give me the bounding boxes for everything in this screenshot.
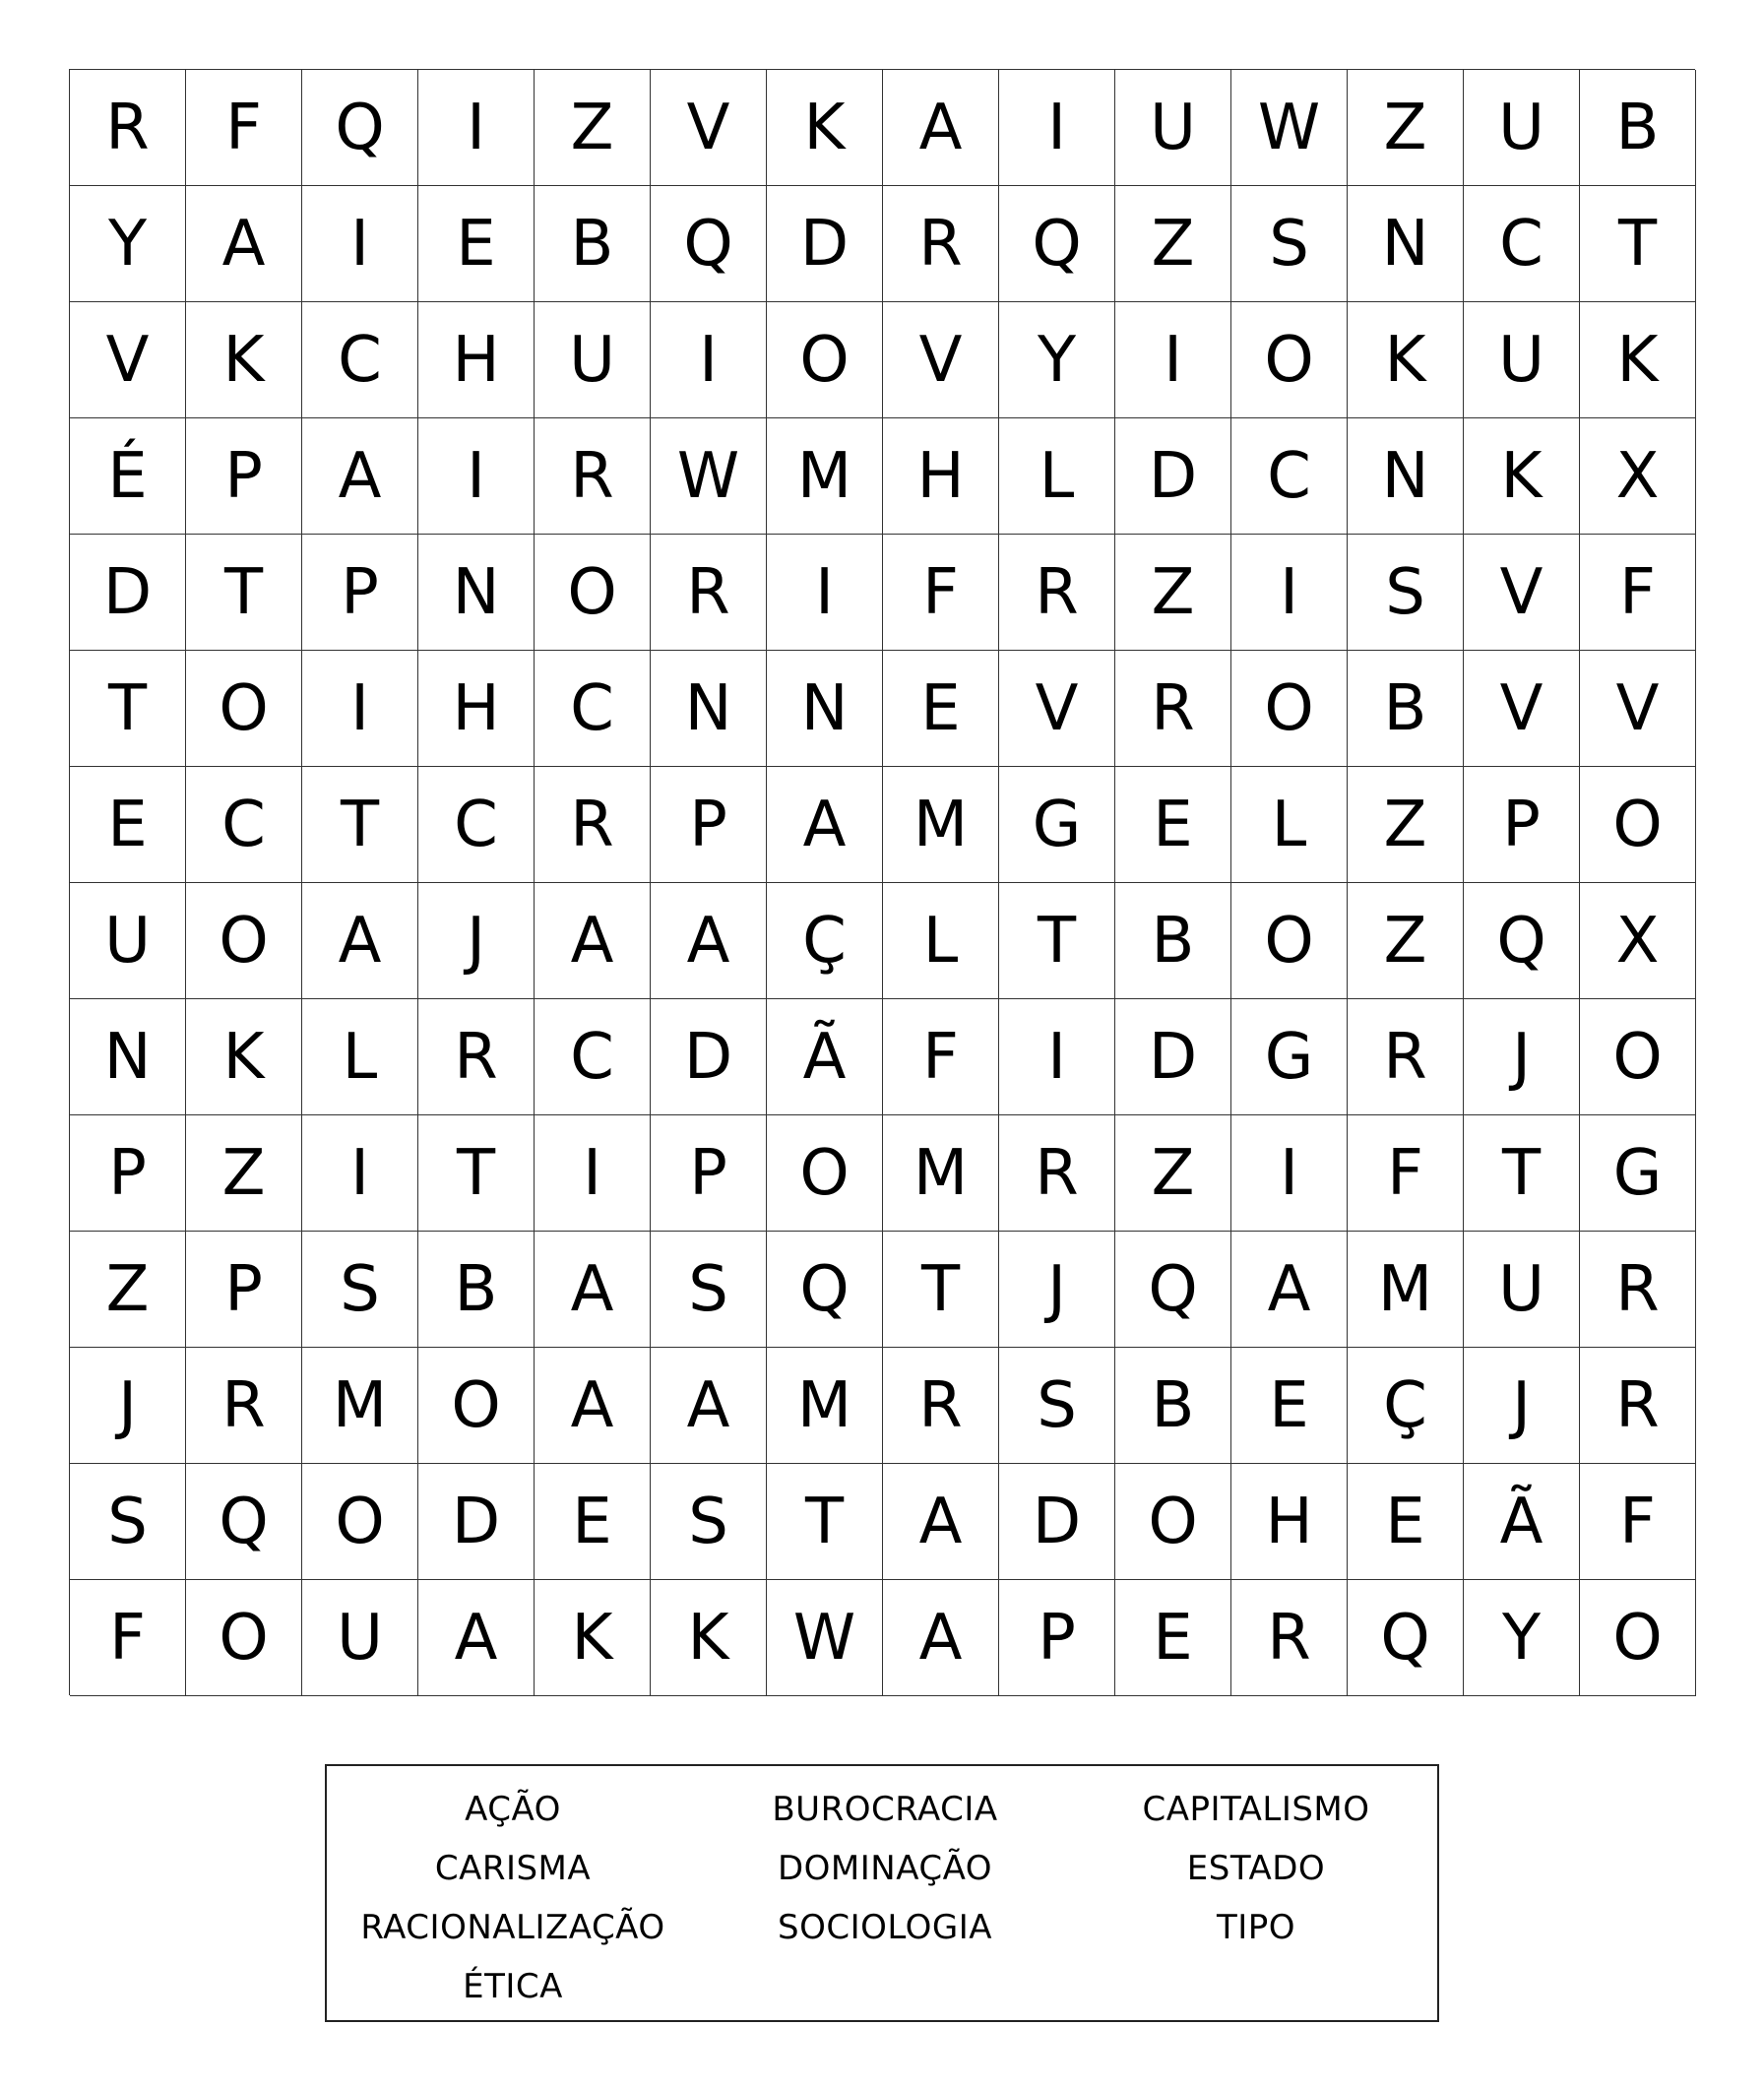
- grid-cell[interactable]: T: [70, 651, 186, 767]
- grid-cell[interactable]: Z: [1348, 767, 1464, 883]
- grid-cell[interactable]: I: [999, 999, 1115, 1115]
- grid-cell[interactable]: Q: [1115, 1232, 1231, 1348]
- grid-cell[interactable]: Q: [302, 70, 418, 186]
- grid-cell[interactable]: Z: [535, 70, 651, 186]
- grid-cell[interactable]: I: [1231, 1115, 1348, 1232]
- grid-cell[interactable]: D: [418, 1464, 535, 1580]
- grid-cell[interactable]: R: [1580, 1348, 1696, 1464]
- grid-cell[interactable]: O: [767, 1115, 883, 1232]
- grid-cell[interactable]: I: [302, 1115, 418, 1232]
- grid-cell[interactable]: V: [70, 302, 186, 418]
- grid-cell[interactable]: O: [767, 302, 883, 418]
- grid-cell[interactable]: A: [302, 418, 418, 535]
- grid-cell[interactable]: G: [1231, 999, 1348, 1115]
- grid-cell[interactable]: A: [883, 70, 999, 186]
- grid-cell[interactable]: U: [1464, 70, 1580, 186]
- grid-cell[interactable]: R: [883, 1348, 999, 1464]
- grid-cell[interactable]: A: [535, 1348, 651, 1464]
- grid-cell[interactable]: M: [883, 1115, 999, 1232]
- grid-cell[interactable]: N: [767, 651, 883, 767]
- grid-cell[interactable]: O: [186, 883, 302, 999]
- grid-cell[interactable]: C: [1464, 186, 1580, 302]
- grid-cell[interactable]: V: [651, 70, 767, 186]
- grid-cell[interactable]: O: [418, 1348, 535, 1464]
- grid-cell[interactable]: N: [1348, 186, 1464, 302]
- grid-cell[interactable]: R: [535, 418, 651, 535]
- word-item: DOMINAÇÃO: [777, 1849, 993, 1888]
- grid-cell[interactable]: C: [302, 302, 418, 418]
- grid-cell[interactable]: W: [767, 1580, 883, 1696]
- grid-cell[interactable]: V: [999, 651, 1115, 767]
- word-item: RACIONALIZAÇÃO: [360, 1908, 665, 1947]
- grid-cell[interactable]: W: [1231, 70, 1348, 186]
- grid-cell[interactable]: P: [651, 767, 767, 883]
- grid-cell[interactable]: A: [535, 1232, 651, 1348]
- grid-cell[interactable]: R: [651, 535, 767, 651]
- grid-cell[interactable]: B: [1115, 1348, 1231, 1464]
- grid-cell[interactable]: K: [1464, 418, 1580, 535]
- grid-cell[interactable]: U: [1464, 302, 1580, 418]
- grid-cell[interactable]: A: [302, 883, 418, 999]
- grid-cell[interactable]: Y: [1464, 1580, 1580, 1696]
- grid-cell[interactable]: P: [186, 1232, 302, 1348]
- grid-cell[interactable]: K: [186, 302, 302, 418]
- grid-cell[interactable]: E: [70, 767, 186, 883]
- grid-cell[interactable]: D: [767, 186, 883, 302]
- grid-cell[interactable]: R: [883, 186, 999, 302]
- grid-cell[interactable]: S: [70, 1464, 186, 1580]
- grid-cell[interactable]: M: [767, 418, 883, 535]
- grid-cell[interactable]: O: [186, 651, 302, 767]
- grid-cell[interactable]: K: [535, 1580, 651, 1696]
- grid-cell[interactable]: F: [1580, 535, 1696, 651]
- grid-cell[interactable]: J: [1464, 999, 1580, 1115]
- grid-cell[interactable]: A: [651, 883, 767, 999]
- grid-cell[interactable]: I: [418, 418, 535, 535]
- grid-cell[interactable]: B: [1348, 651, 1464, 767]
- grid-cell[interactable]: C: [535, 651, 651, 767]
- grid-cell[interactable]: U: [535, 302, 651, 418]
- grid-cell[interactable]: I: [999, 70, 1115, 186]
- grid-cell[interactable]: B: [1580, 70, 1696, 186]
- grid-cell[interactable]: A: [883, 1464, 999, 1580]
- grid-cell[interactable]: L: [883, 883, 999, 999]
- grid-cell[interactable]: Ç: [767, 883, 883, 999]
- grid-cell[interactable]: T: [883, 1232, 999, 1348]
- grid-cell[interactable]: R: [999, 1115, 1115, 1232]
- grid-cell[interactable]: E: [1115, 1580, 1231, 1696]
- grid-cell[interactable]: L: [999, 418, 1115, 535]
- grid-cell[interactable]: E: [1115, 767, 1231, 883]
- grid-cell[interactable]: M: [1348, 1232, 1464, 1348]
- grid-cell[interactable]: N: [70, 999, 186, 1115]
- grid-cell[interactable]: N: [1348, 418, 1464, 535]
- grid-cell[interactable]: H: [418, 302, 535, 418]
- grid-cell[interactable]: Ã: [1464, 1464, 1580, 1580]
- grid-cell[interactable]: O: [1580, 1580, 1696, 1696]
- grid-cell[interactable]: G: [999, 767, 1115, 883]
- grid-cell[interactable]: T: [302, 767, 418, 883]
- grid-cell[interactable]: K: [651, 1580, 767, 1696]
- grid-cell[interactable]: O: [1580, 999, 1696, 1115]
- grid-cell[interactable]: F: [70, 1580, 186, 1696]
- word-list-column-3: [1071, 1780, 1441, 2020]
- grid-cell[interactable]: R: [186, 1348, 302, 1464]
- grid-cell[interactable]: A: [883, 1580, 999, 1696]
- grid-cell[interactable]: I: [302, 651, 418, 767]
- grid-cell[interactable]: C: [535, 999, 651, 1115]
- grid-cell[interactable]: N: [651, 651, 767, 767]
- word-item: CARISMA: [434, 1849, 592, 1888]
- word-item: CAPITALISMO: [1142, 1790, 1370, 1829]
- grid-cell[interactable]: U: [1464, 1232, 1580, 1348]
- word-item: TIPO: [1216, 1908, 1296, 1947]
- grid-cell[interactable]: P: [70, 1115, 186, 1232]
- grid-cell[interactable]: I: [418, 70, 535, 186]
- grid-cell[interactable]: S: [651, 1464, 767, 1580]
- grid-cell[interactable]: F: [1580, 1464, 1696, 1580]
- grid-cell[interactable]: O: [1231, 651, 1348, 767]
- grid-cell[interactable]: F: [1348, 1115, 1464, 1232]
- grid-cell[interactable]: A: [418, 1580, 535, 1696]
- grid-cell[interactable]: J: [70, 1348, 186, 1464]
- grid-cell[interactable]: Q: [767, 1232, 883, 1348]
- word-list-column-1: [327, 1780, 699, 2020]
- grid-cell[interactable]: B: [418, 1232, 535, 1348]
- grid-cell[interactable]: Q: [651, 186, 767, 302]
- word-list: [325, 1764, 1439, 2022]
- grid-cell[interactable]: O: [535, 535, 651, 651]
- grid-cell[interactable]: P: [999, 1580, 1115, 1696]
- grid-cell[interactable]: S: [999, 1348, 1115, 1464]
- grid-cell[interactable]: U: [1115, 70, 1231, 186]
- grid-cell[interactable]: D: [70, 535, 186, 651]
- grid-cell[interactable]: E: [1231, 1348, 1348, 1464]
- grid-cell[interactable]: C: [186, 767, 302, 883]
- grid-cell[interactable]: C: [418, 767, 535, 883]
- grid-cell[interactable]: O: [1231, 883, 1348, 999]
- word-item: BUROCRACIA: [772, 1790, 998, 1829]
- grid-cell[interactable]: B: [1115, 883, 1231, 999]
- grid-cell[interactable]: Ç: [1348, 1348, 1464, 1464]
- grid-cell[interactable]: F: [186, 70, 302, 186]
- grid-cell[interactable]: M: [302, 1348, 418, 1464]
- word-item: ÉTICA: [463, 1967, 563, 2006]
- grid-cell[interactable]: I: [651, 302, 767, 418]
- grid-cell[interactable]: I: [1231, 535, 1348, 651]
- grid-cell[interactable]: R: [999, 535, 1115, 651]
- grid-cell[interactable]: K: [1348, 302, 1464, 418]
- grid-cell[interactable]: Z: [1115, 535, 1231, 651]
- grid-cell[interactable]: J: [999, 1232, 1115, 1348]
- grid-cell[interactable]: Q: [186, 1464, 302, 1580]
- grid-cell[interactable]: Z: [186, 1115, 302, 1232]
- grid-cell[interactable]: V: [1580, 651, 1696, 767]
- grid-cell[interactable]: T: [1464, 1115, 1580, 1232]
- grid-cell[interactable]: D: [999, 1464, 1115, 1580]
- grid-cell[interactable]: M: [767, 1348, 883, 1464]
- grid-cell[interactable]: O: [1231, 302, 1348, 418]
- grid-cell[interactable]: S: [1348, 535, 1464, 651]
- grid-cell[interactable]: F: [883, 999, 999, 1115]
- grid-cell[interactable]: A: [186, 186, 302, 302]
- grid-cell[interactable]: K: [186, 999, 302, 1115]
- grid-cell[interactable]: T: [767, 1464, 883, 1580]
- grid-cell[interactable]: D: [651, 999, 767, 1115]
- grid-cell[interactable]: X: [1580, 883, 1696, 999]
- grid-cell[interactable]: U: [70, 883, 186, 999]
- word-item: ESTADO: [1186, 1849, 1326, 1888]
- grid-cell[interactable]: J: [1464, 1348, 1580, 1464]
- grid-cell[interactable]: P: [302, 535, 418, 651]
- grid-cell[interactable]: I: [767, 535, 883, 651]
- grid-cell[interactable]: A: [1231, 1232, 1348, 1348]
- grid-cell[interactable]: I: [302, 186, 418, 302]
- grid-cell[interactable]: S: [1231, 186, 1348, 302]
- grid-cell[interactable]: Y: [999, 302, 1115, 418]
- grid-cell[interactable]: Z: [1115, 1115, 1231, 1232]
- word-search-grid: [69, 69, 1695, 1695]
- grid-cell[interactable]: S: [651, 1232, 767, 1348]
- grid-cell[interactable]: Ã: [767, 999, 883, 1115]
- grid-cell[interactable]: T: [186, 535, 302, 651]
- grid-cell[interactable]: Q: [1348, 1580, 1464, 1696]
- grid-cell[interactable]: A: [767, 767, 883, 883]
- grid-cell[interactable]: I: [535, 1115, 651, 1232]
- grid-cell[interactable]: V: [883, 302, 999, 418]
- grid-cell[interactable]: Q: [1464, 883, 1580, 999]
- grid-cell[interactable]: U: [302, 1580, 418, 1696]
- grid-cell[interactable]: N: [418, 535, 535, 651]
- grid-cell[interactable]: Z: [70, 1232, 186, 1348]
- word-item: AÇÃO: [465, 1790, 561, 1829]
- grid-cell[interactable]: I: [1115, 302, 1231, 418]
- grid-cell[interactable]: R: [1348, 999, 1464, 1115]
- grid-cell[interactable]: M: [883, 767, 999, 883]
- grid-cell[interactable]: V: [1464, 535, 1580, 651]
- grid-cell[interactable]: X: [1580, 418, 1696, 535]
- grid-cell[interactable]: R: [1580, 1232, 1696, 1348]
- grid-cell[interactable]: F: [883, 535, 999, 651]
- grid-cell[interactable]: P: [1464, 767, 1580, 883]
- grid-cell[interactable]: O: [1115, 1464, 1231, 1580]
- grid-cell[interactable]: B: [535, 186, 651, 302]
- grid-cell[interactable]: D: [1115, 418, 1231, 535]
- grid-cell[interactable]: Z: [1348, 70, 1464, 186]
- grid-cell[interactable]: K: [1580, 302, 1696, 418]
- grid-cell[interactable]: R: [1231, 1580, 1348, 1696]
- grid-cell[interactable]: E: [883, 651, 999, 767]
- word-list-column-2: [699, 1780, 1071, 2020]
- grid-cell[interactable]: L: [302, 999, 418, 1115]
- grid-cell[interactable]: P: [186, 418, 302, 535]
- grid-cell[interactable]: A: [651, 1348, 767, 1464]
- grid-cell[interactable]: T: [999, 883, 1115, 999]
- word-item: SOCIOLOGIA: [778, 1908, 992, 1947]
- grid-cell[interactable]: Q: [999, 186, 1115, 302]
- grid-cell[interactable]: H: [883, 418, 999, 535]
- grid-cell[interactable]: O: [1580, 767, 1696, 883]
- grid-cell[interactable]: R: [535, 767, 651, 883]
- grid-cell[interactable]: A: [535, 883, 651, 999]
- grid-cell[interactable]: H: [418, 651, 535, 767]
- grid-cell[interactable]: E: [418, 186, 535, 302]
- grid-cell[interactable]: Z: [1115, 186, 1231, 302]
- grid-cell[interactable]: E: [535, 1464, 651, 1580]
- grid-cell[interactable]: C: [1231, 418, 1348, 535]
- grid-cell[interactable]: R: [1115, 651, 1231, 767]
- grid-cell[interactable]: L: [1231, 767, 1348, 883]
- grid-cell[interactable]: O: [302, 1464, 418, 1580]
- grid-cell[interactable]: K: [767, 70, 883, 186]
- grid-cell[interactable]: T: [418, 1115, 535, 1232]
- grid-cell[interactable]: H: [1231, 1464, 1348, 1580]
- grid-cell[interactable]: Z: [1348, 883, 1464, 999]
- grid-cell[interactable]: S: [302, 1232, 418, 1348]
- grid-cell[interactable]: W: [651, 418, 767, 535]
- grid-cell[interactable]: D: [1115, 999, 1231, 1115]
- grid-cell[interactable]: R: [418, 999, 535, 1115]
- grid-cell[interactable]: Y: [70, 186, 186, 302]
- grid-cell[interactable]: T: [1580, 186, 1696, 302]
- grid-cell[interactable]: O: [186, 1580, 302, 1696]
- grid-cell[interactable]: G: [1580, 1115, 1696, 1232]
- grid-cell[interactable]: P: [651, 1115, 767, 1232]
- grid-cell[interactable]: J: [418, 883, 535, 999]
- grid-cell[interactable]: É: [70, 418, 186, 535]
- grid-cell[interactable]: V: [1464, 651, 1580, 767]
- grid-cell[interactable]: R: [70, 70, 186, 186]
- grid-cell[interactable]: E: [1348, 1464, 1464, 1580]
